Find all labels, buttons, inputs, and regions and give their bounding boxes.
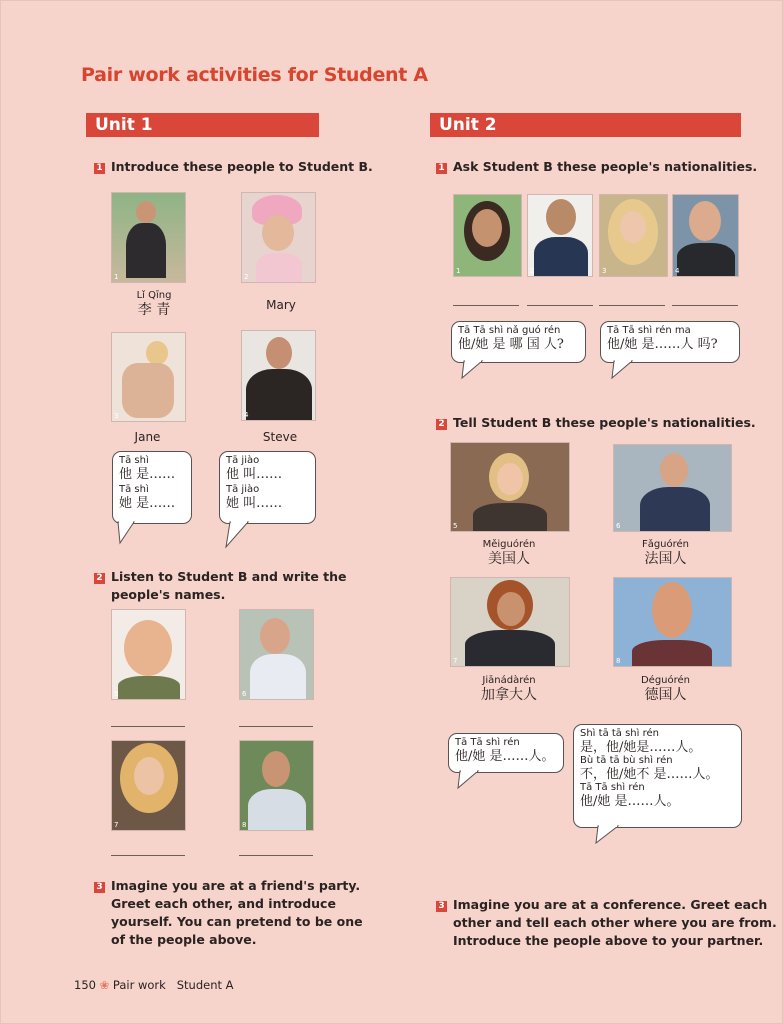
photo-boy-2: 2 (527, 194, 593, 277)
unit2-task2: 2 Tell Student B these people's nationalities. (436, 414, 756, 432)
unit1-task2: 2 Listen to Student B and write the people's names. (94, 568, 347, 604)
footer-student: Student A (176, 978, 234, 992)
flower-icon: ❀ (99, 978, 110, 992)
bubble-tail (224, 521, 252, 549)
answer-line[interactable] (111, 855, 185, 856)
photo-woman-7: 7 (111, 740, 186, 831)
label-steve: Steve (262, 430, 298, 444)
bubble-tail (594, 825, 624, 845)
answer-line[interactable] (599, 305, 665, 306)
answer-line[interactable] (111, 726, 185, 727)
unit1-task3: 3 Imagine you are at a friend's party. Greet each other, and introduce yourself. You can pretend to be one of the people above. (94, 877, 363, 949)
answer-line[interactable] (239, 855, 313, 856)
label-faguoren: Fǎguórén 法国人 (641, 539, 690, 567)
unit1-task1 (94, 158, 373, 176)
photo-girl-1: 1 (453, 194, 522, 277)
photo-man-4: 4 (672, 194, 739, 277)
photo-li-qing: 1 (111, 192, 186, 283)
speech-bubble-ta-shi: Tā shì 他 是…… Tā shì 她 是…… (112, 451, 192, 524)
page-number: 150 (74, 978, 96, 992)
bubble-tail (460, 360, 486, 380)
photo-mary: 2 (241, 192, 316, 283)
photo-man-6: 6 (239, 609, 314, 700)
bubble-tail (610, 360, 636, 380)
bubble-tail (456, 770, 482, 790)
answer-line[interactable] (239, 726, 313, 727)
label-deguoren: Déguórén 德国人 (640, 675, 691, 703)
label-mary: Mary (266, 298, 296, 312)
bubble-tail (116, 521, 140, 545)
unit2-task3: 3 Imagine you are at a conference. Greet each other and tell each other where you are from. Introduce the people above to your partner. (436, 896, 777, 950)
footer-section: Pair work (112, 978, 166, 992)
unit2-task1: 1 Ask Student B these people's nationalities. (436, 158, 757, 176)
answer-line[interactable] (453, 305, 519, 306)
label-jane: Jane (134, 430, 161, 444)
photo-boy-5: 5 (111, 609, 186, 700)
label-li-qing: Lǐ Qīng 李 青 (136, 290, 172, 318)
photo-woman-3: 3 (599, 194, 668, 277)
label-meiguoren: Měiguórén 美国人 (482, 539, 536, 567)
speech-bubble-ta-jiao: Tā jiào 他 叫…… Tā jiào 她 叫…… (219, 451, 316, 524)
speech-bubble-shi-ren: Tā Tā shì rén 他/她 是……人。 (448, 733, 564, 773)
unit-1-heading: Unit 1 (86, 113, 319, 137)
unit-2-heading: Unit 2 (430, 113, 741, 137)
photo-american: 5 (450, 442, 570, 532)
speech-bubble-ren-ma: Tā Tā shì rén ma 他/她 是……人 吗? (600, 321, 740, 363)
task-text: Introduce these people to Student B. (111, 159, 373, 174)
photo-jane: 3 (111, 332, 186, 422)
photo-french: 6 (613, 444, 732, 532)
photo-canadian: 7 (450, 577, 570, 667)
photo-german: 8 (613, 577, 732, 667)
page-title: Pair work activities for Student A (81, 64, 428, 86)
page-footer (74, 978, 234, 992)
speech-bubble-answers: Shì tā tā shì rén 是，他/她是……人。 Bù tā tā bù shì rén 不，他/她不 是……人。 Tā Tā shì rén 他/她 是……人。 (573, 724, 742, 828)
photo-steve: 4 (241, 330, 316, 421)
photo-man-8: 8 (239, 740, 314, 831)
answer-line[interactable] (527, 305, 593, 306)
label-jianadaren: Jiānádàrén 加拿大人 (481, 675, 537, 703)
task-number: 1 (94, 163, 105, 174)
speech-bubble-na-guo-ren: Tā Tā shì nǎ guó rén 他/她 是 哪 国 人? (451, 321, 586, 363)
answer-line[interactable] (672, 305, 738, 306)
